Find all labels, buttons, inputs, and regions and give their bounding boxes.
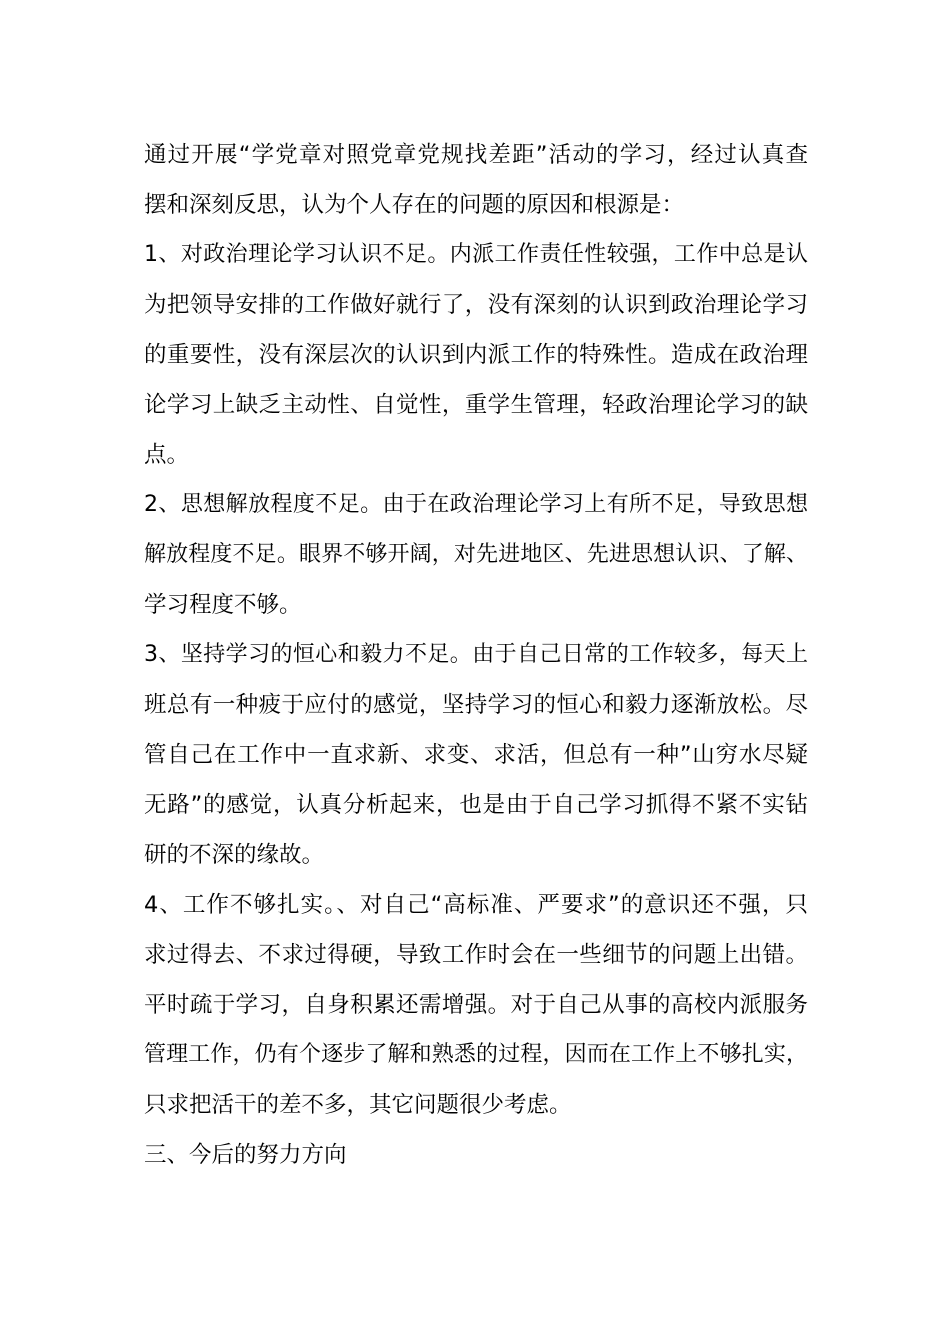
text-line: 无路”的感觉，认真分析起来，也是由于自己学习抓得不紧不实钻	[144, 792, 808, 818]
text-line: 管理工作，仍有个逐步了解和熟悉的过程，因而在工作上不够扎实，	[144, 1042, 808, 1067]
text-line: 平时疏于学习，自身积累还需增强。对于自己从事的高校内派服务	[144, 992, 808, 1018]
text-line: 管自己在工作中一直求新、求变、求活，但总有一种”山穷水尽疑	[144, 742, 808, 768]
text-line: 学习程度不够。	[144, 592, 302, 618]
text-line: 只求把活干的差不多，其它问题很少考虑。	[144, 1092, 572, 1118]
text-line: 摆和深刻反思，认为个人存在的问题的原因和根源是：	[144, 192, 685, 218]
text-line: 1、对政治理论学习认识不足。内派工作责任性较强，工作中总是认	[144, 242, 808, 267]
section-heading: 三、今后的努力方向	[144, 1142, 347, 1168]
text-line: 点。	[144, 442, 190, 468]
text-line: 班总有一种疲于应付的感觉，坚持学习的恒心和毅力逐渐放松。尽	[144, 692, 808, 718]
text-line: 通过开展“学党章对照党章党规找差距”活动的学习，经过认真查	[144, 142, 808, 168]
text-line: 求过得去、不求过得硬，导致工作时会在一些细节的问题上出错。	[144, 942, 808, 968]
text-line: 研的不深的缘故。	[144, 842, 325, 868]
text-line: 为把领导安排的工作做好就行了，没有深刻的认识到政治理论学习	[144, 292, 808, 318]
text-line: 4、工作不够扎实。、对自己“高标准、严要求”的意识还不强，只	[144, 892, 808, 918]
document-body	[144, 130, 808, 1180]
text-line: 2、思想解放程度不足。由于在政治理论学习上有所不足，导致思想	[144, 492, 808, 517]
text-line: 的重要性，没有深层次的认识到内派工作的特殊性。造成在政治理	[144, 342, 808, 368]
text-line: 论学习上缺乏主动性、自觉性，重学生管理，轻政治理论学习的缺	[144, 392, 808, 418]
text-line: 3、坚持学习的恒心和毅力不足。由于自己日常的工作较多，每天上	[144, 642, 808, 667]
text-line: 解放程度不足。眼界不够开阔，对先进地区、先进思想认识、了解、	[144, 542, 808, 567]
